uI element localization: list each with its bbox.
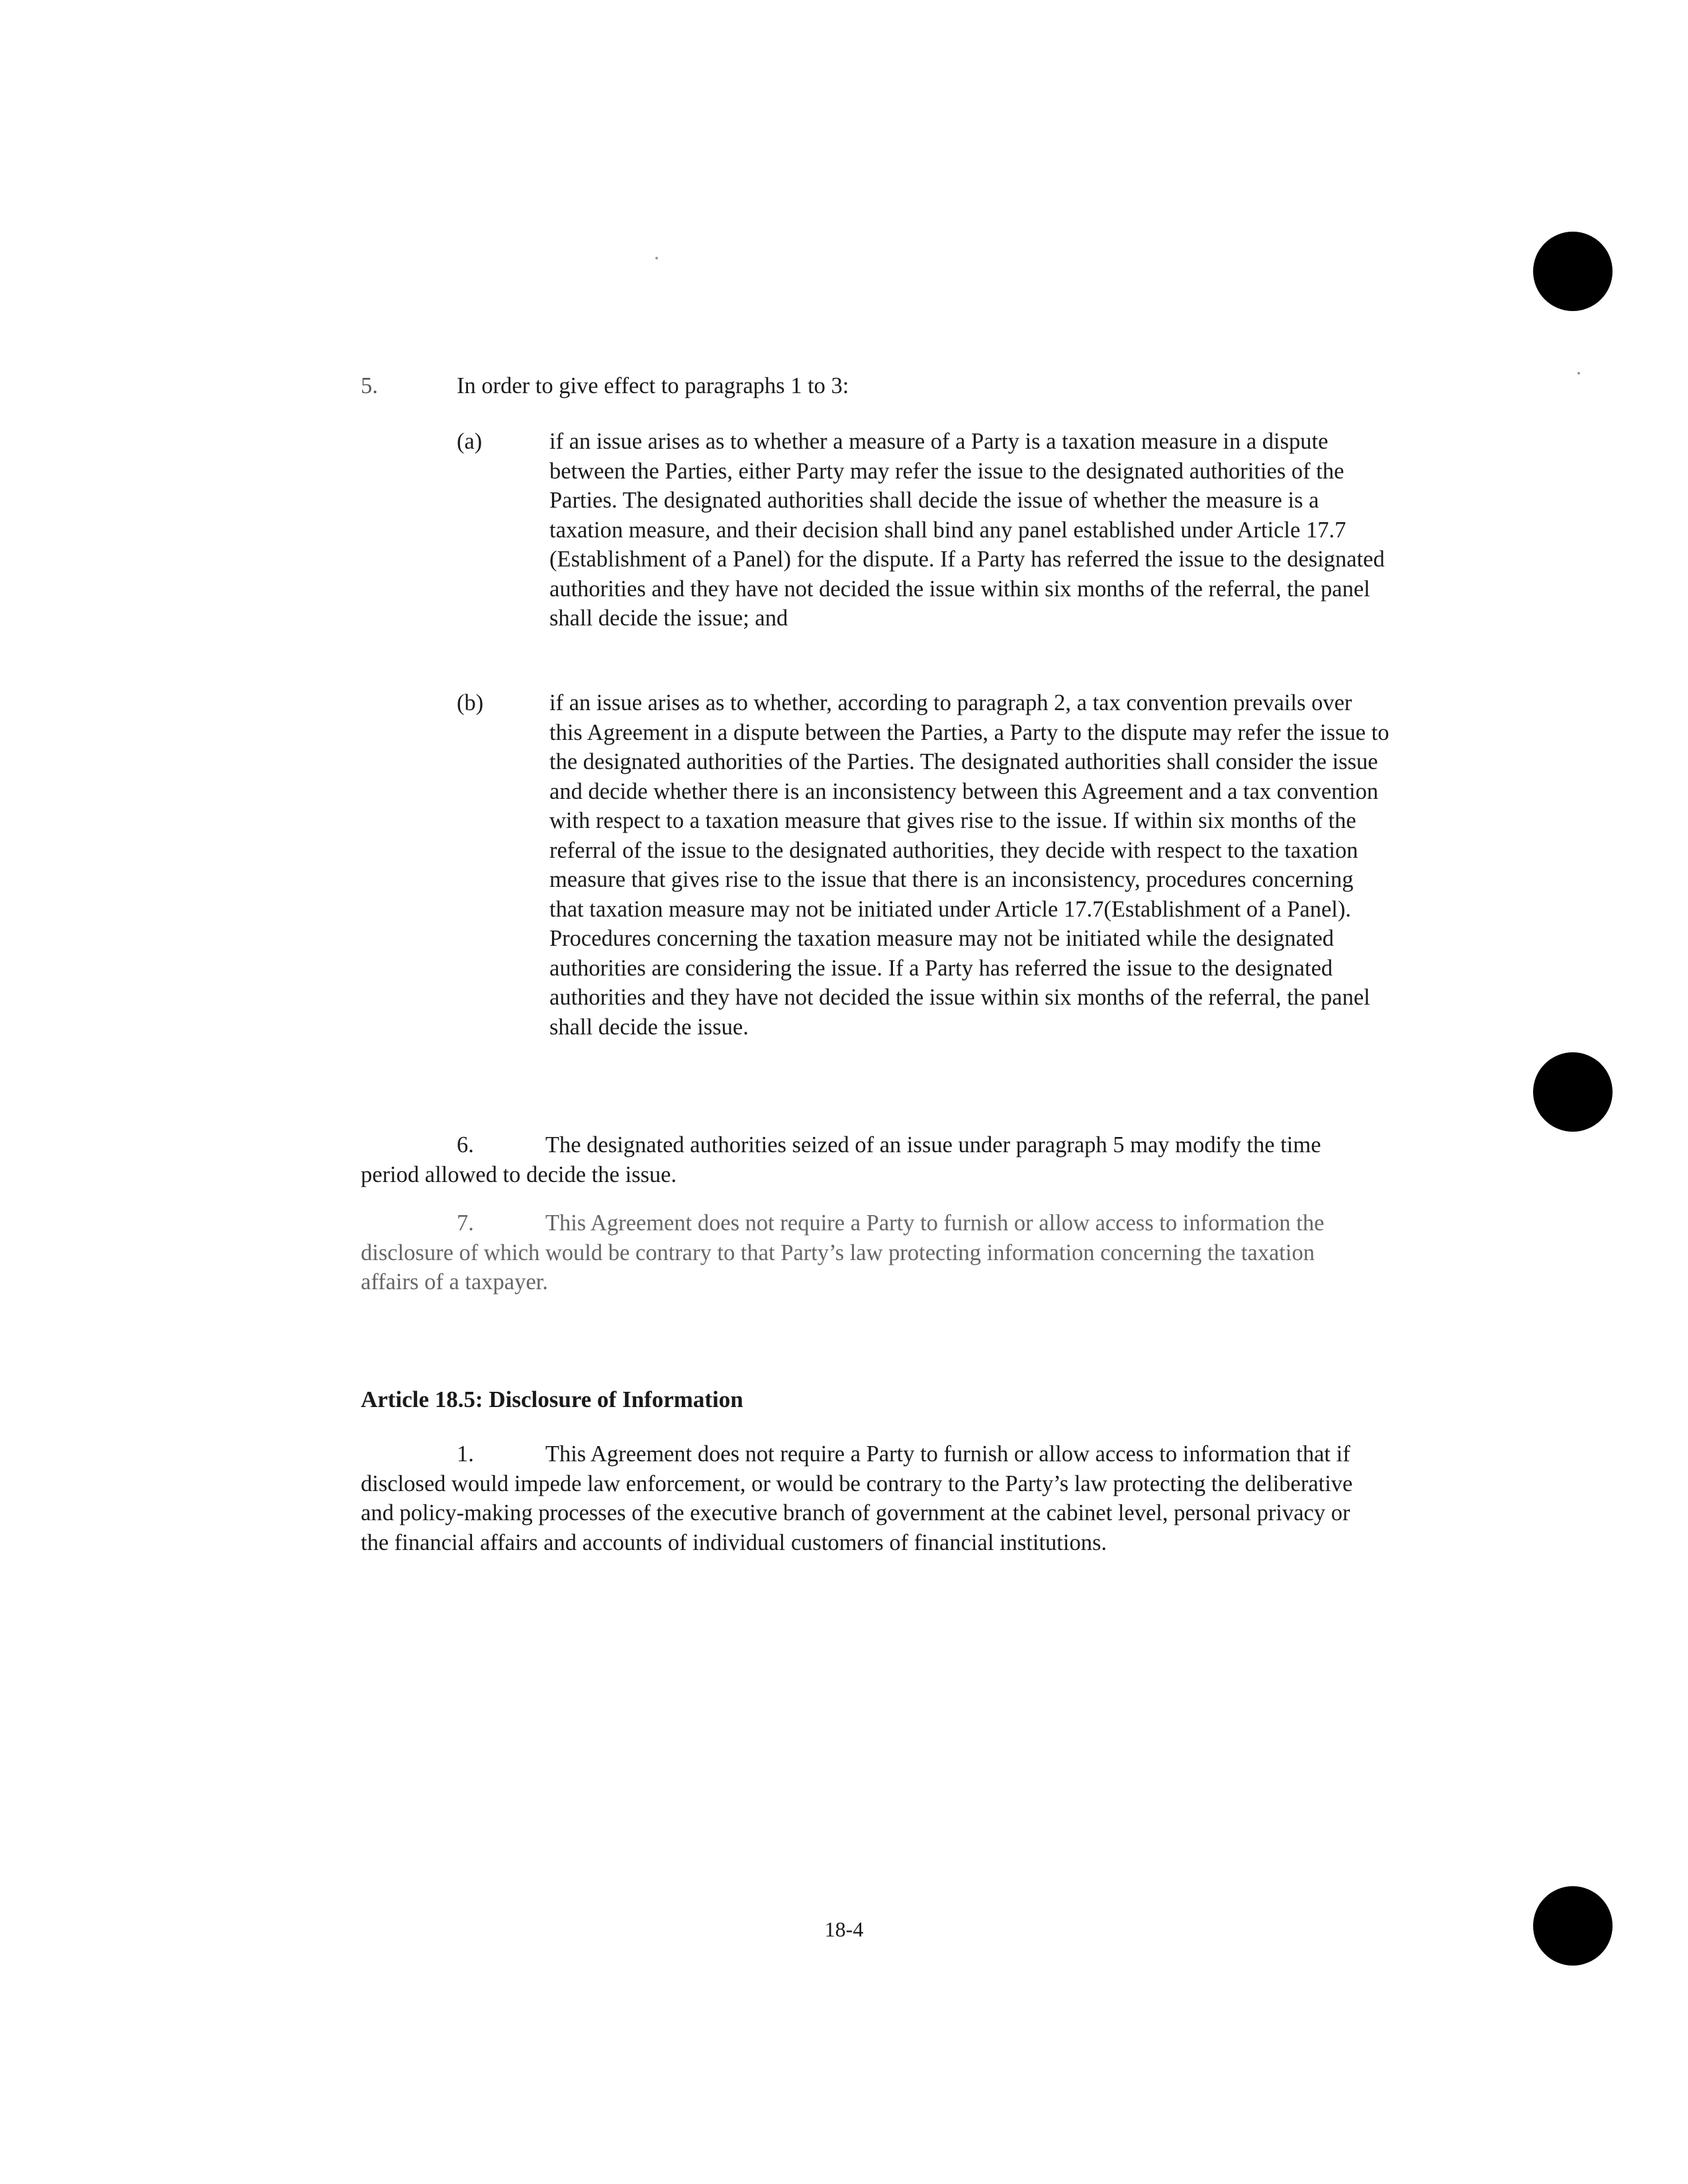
paragraph-number: 6. bbox=[457, 1132, 474, 1158]
subparagraph-label: (b) bbox=[457, 690, 484, 715]
scan-speck bbox=[655, 257, 658, 259]
paragraph-number: 1. bbox=[457, 1441, 474, 1467]
paragraph-text: The designated authorities seized of an issue under paragraph 5 may modify the time period allowed to decide the issue. bbox=[361, 1132, 1321, 1187]
scan-speck bbox=[1577, 372, 1580, 375]
subparagraph-label: (a) bbox=[457, 429, 483, 454]
punch-hole-top bbox=[1533, 232, 1613, 311]
subparagraph-text: if an issue arises as to whether a measure of a Party is a taxation measure in a dispute between the Parties, either Party may refer the issue to the designated authorities of the Parties. The designated authorities shall decide the issue of whether the measure is a taxation measure, and their decision shall bind any panel established under Article 17.7 (Establishment of a Panel) for the dispute. If a Party has referred the issue to the designated authorities and they have not decided the issue within six months of the referral, the panel shall decide the issue; and bbox=[549, 429, 1385, 631]
page-number: 18-4 bbox=[824, 1917, 864, 1941]
paragraph-number: 5. bbox=[361, 373, 378, 398]
paragraph-6 bbox=[361, 1130, 1367, 1189]
paragraph-lead-text: In order to give effect to paragraphs 1 to 3: bbox=[457, 373, 849, 398]
paragraph-text: This Agreement does not require a Party to furnish or allow access to information that if disclosed would impede law enforcement, or would be contrary to the Party’s law protecting the deliberative and policy-making processes of the executive branch of government at the cabinet level, personal privacy or the financial affairs and accounts of individual customers of financial institutions. bbox=[361, 1441, 1353, 1555]
paragraph-number: 7. bbox=[457, 1210, 474, 1236]
punch-hole-middle bbox=[1533, 1052, 1613, 1132]
paragraph-7 bbox=[361, 1208, 1367, 1297]
paragraph-text: This Agreement does not require a Party to furnish or allow access to information the disclosure of which would be contrary to that Party’s law protecting information concerning the taxation affairs of a taxpayer. bbox=[361, 1210, 1325, 1295]
article-18-5-paragraph-1 bbox=[361, 1439, 1367, 1557]
article-heading: Article 18.5: Disclosure of Information bbox=[361, 1387, 743, 1412]
subparagraph-text: if an issue arises as to whether, according to paragraph 2, a tax convention prevails over this Agreement in a dispute between the Parties, a Party to the dispute may refer the issue to the designated authorities of the Parties. The designated authorities shall consider the issue and decide whether there is an inconsistency between this Agreement and a tax convention with respect to a taxation measure that gives rise to the issue. If within six months of the referral of the issue to the designated authorities, they decide with respect to the taxation measure that gives rise to the issue that there is an inconsistency, procedures concerning that taxation measure may not be initiated under Article 17.7(Establishment of a Panel). Procedures concerning the taxation measure may not be initiated while the designated authorities are considering the issue. If a Party has referred the issue to the designated authorities and they have not decided the issue within six months of the referral, the panel shall decide the issue. bbox=[549, 690, 1389, 1040]
punch-hole-bottom bbox=[1533, 1886, 1613, 1966]
